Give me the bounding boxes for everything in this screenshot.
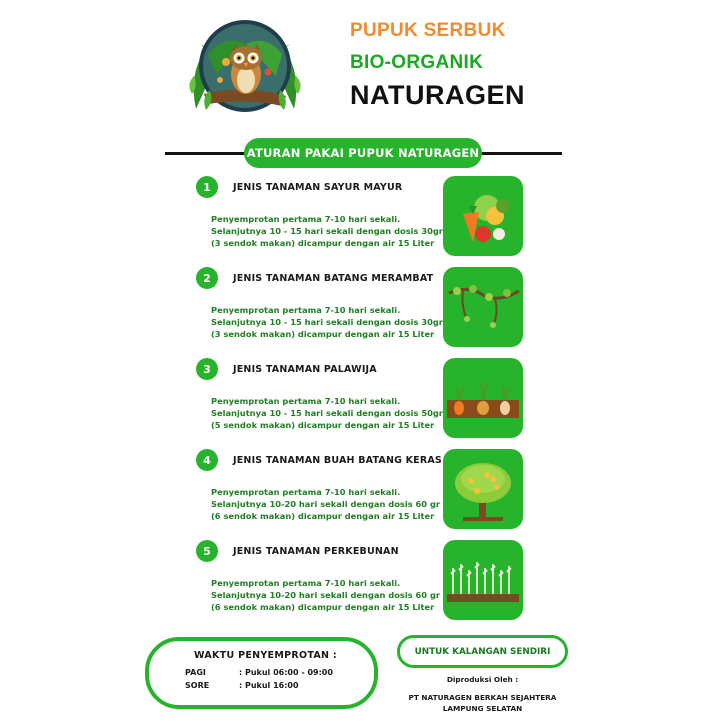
step-description: Penyemprotan pertama 7-10 hari sekali. Selanjutnya 10 - 15 hari sekali dengan dosis 50gr (5 sendok makan) dicampur dengan air 15 Liter (211, 396, 443, 430)
step-5 (196, 540, 526, 624)
step-description: Penyemprotan pertama 7-10 hari sekali. Selanjutnya 10 - 15 hari sekali dengan dosis 30gr (3 sendok makan) dicampur dengan air 15 Liter (211, 305, 443, 339)
vine-icon (443, 267, 523, 347)
producer-location: LAMPUNG SELATAN (442, 704, 523, 713)
owl-logo (186, 14, 304, 122)
step-number: 3 (196, 358, 218, 380)
step-title: JENIS TANAMAN PERKEBUNAN (233, 546, 399, 557)
step-3 (196, 358, 526, 442)
step-number: 2 (196, 267, 218, 289)
spraying-time-evening: SORE : Pukul 16:00 (185, 681, 299, 690)
root-crops-icon (443, 358, 523, 438)
step-description: Penyemprotan pertama 7-10 hari sekali. Selanjutnya 10 - 15 hari sekali dengan dosis 30gr (3 sendok makan) dicampur dengan air 15 Liter (211, 214, 443, 248)
spraying-time-morning: PAGI : Pukul 06:00 - 09:00 (185, 668, 333, 677)
step-title: JENIS TANAMAN BUAH BATANG KERAS (233, 455, 442, 466)
fruit-tree-icon (443, 449, 523, 529)
step-title: JENIS TANAMAN BATANG MERAMBAT (233, 273, 434, 284)
step-number: 1 (196, 176, 218, 198)
title-line-2: BIO-ORGANIK (350, 52, 484, 73)
step-number: 4 (196, 449, 218, 471)
vegetables-icon (443, 176, 523, 256)
step-4 (196, 449, 526, 533)
private-use-badge: UNTUK KALANGAN SENDIRI (397, 635, 568, 668)
brand-name: NATURAGEN (350, 80, 525, 110)
title-line-1: PUPUK SERBUK (350, 20, 506, 41)
step-1 (196, 176, 526, 260)
spraying-time-title: WAKTU PENYEMPROTAN : (194, 650, 337, 661)
step-description: Penyemprotan pertama 7-10 hari sekali. Selanjutnya 10-20 hari sekali dengan dosis 60 gr (6 sendok makan) dicampur dengan air 15 Liter (211, 487, 441, 521)
step-title: JENIS TANAMAN PALAWIJA (233, 364, 377, 375)
divider-left (165, 152, 247, 155)
divider-right (478, 152, 562, 155)
producer-label: Diproduksi Oleh : (446, 675, 519, 684)
step-2 (196, 267, 526, 351)
spraying-time-box (145, 637, 378, 709)
plantation-icon (443, 540, 523, 620)
producer-name: PT NATURAGEN BERKAH SEJAHTERA (408, 693, 557, 702)
usage-rules-banner: ATURAN PAKAI PUPUK NATURAGEN (244, 138, 482, 168)
step-number: 5 (196, 540, 218, 562)
step-description: Penyemprotan pertama 7-10 hari sekali. Selanjutnya 10-20 hari sekali dengan dosis 60 gr (6 sendok makan) dicampur dengan air 15 Liter (211, 578, 441, 612)
step-title: JENIS TANAMAN SAYUR MAYUR (233, 182, 403, 193)
